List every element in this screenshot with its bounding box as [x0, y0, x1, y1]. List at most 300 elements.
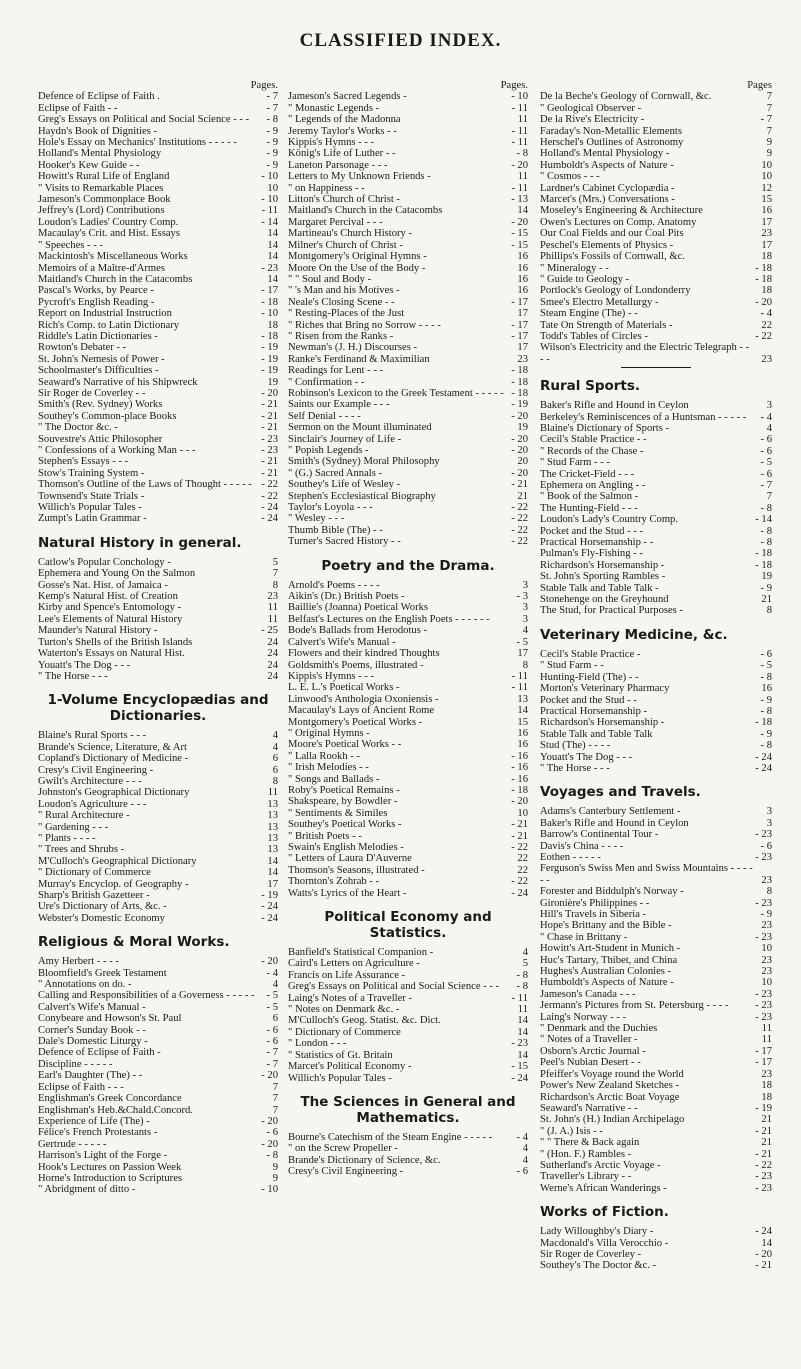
entry-page: - 15: [511, 228, 528, 240]
entry-title: " Confessions of a Working Man - - -: [38, 445, 196, 456]
entry-page: - 7: [266, 102, 278, 114]
index-entry: [288, 308, 528, 319]
index-entry: [38, 91, 278, 102]
entry-title: Ferguson's Swiss Men and Swiss Mountains - - - - - -: [540, 863, 753, 886]
entry-title: Power's New Zealand Sketches -: [540, 1080, 679, 1092]
index-entry: [540, 91, 772, 102]
index-entry: [540, 274, 772, 285]
entry-title: Conybeare and Howson's St. Paul: [38, 1013, 182, 1025]
index-entry: [288, 1155, 528, 1166]
index-entry: [540, 1160, 772, 1171]
entry-page: 17: [761, 239, 772, 251]
entry-page: 16: [517, 273, 528, 285]
index-list: [288, 580, 528, 899]
entry-title: Eclipse of Faith - -: [38, 102, 118, 114]
entry-page: 16: [761, 683, 772, 695]
entry-page: - 11: [511, 182, 528, 194]
entry-title: Robinson's Lexicon to the Greek Testament - - - - -: [288, 387, 504, 399]
index-entry: [288, 785, 528, 796]
index-entry: [38, 377, 278, 388]
entry-title: " (Hon. F.) Rambles -: [540, 1148, 632, 1160]
index-entry: [288, 263, 528, 274]
entry-page: - 22: [511, 536, 528, 548]
index-entry: [540, 683, 772, 694]
entry-title: Loudon's Lady's Country Comp.: [540, 514, 679, 526]
entry-title: Lady Willoughby's Diary -: [540, 1226, 654, 1238]
entry-title: Loudon's Agriculture - - -: [38, 798, 147, 810]
entry-page: 9: [272, 1172, 278, 1184]
entry-page: - 23: [755, 931, 772, 943]
index-entry: [288, 819, 528, 830]
index-entry: [540, 1080, 772, 1091]
entry-page: 13: [267, 832, 278, 844]
entry-title: " Songs and Ballads -: [288, 773, 380, 785]
entry-page: 4: [522, 1154, 528, 1166]
entry-title: Steam Engine (The) - -: [540, 308, 638, 320]
entry-title: Flowers and their kindred Thoughts: [288, 648, 440, 660]
entry-title: " Notes of a Traveller -: [540, 1034, 638, 1046]
entry-page: - 24: [755, 751, 772, 763]
entry-title: Southey's Common-place Books: [38, 410, 177, 422]
entry-page: 14: [517, 1015, 528, 1027]
index-entry: [38, 297, 278, 308]
entry-page: - 7: [266, 1047, 278, 1059]
index-entry: [540, 446, 772, 457]
entry-page: - 11: [511, 992, 528, 1004]
entry-page: 14: [517, 705, 528, 717]
entry-page: - 22: [511, 524, 528, 536]
entry-page: 8: [766, 605, 772, 617]
entry-page: - 8: [760, 525, 772, 537]
index-entry: [288, 831, 528, 842]
index-list: [540, 91, 772, 365]
index-entry: [38, 879, 278, 890]
entry-title: Shakspeare, by Bowdler -: [288, 796, 398, 808]
index-entry: [540, 943, 772, 954]
entry-page: - 23: [261, 445, 278, 456]
entry-title: Herschel's Outlines of Astronomy: [540, 137, 684, 149]
entry-title: St. John's Sporting Rambles -: [540, 571, 666, 583]
index-entry: [38, 990, 278, 1001]
entry-title: Smith's (Sydney) Moral Philosophy: [288, 456, 440, 468]
entry-page: 17: [761, 216, 772, 228]
entry-title: Hill's Travels in Siberia -: [540, 909, 647, 920]
index-entry: [540, 955, 772, 966]
entry-page: - 21: [755, 1148, 772, 1160]
entry-page: - 20: [511, 467, 528, 479]
index-entry: [288, 434, 528, 445]
entry-title: Murray's Encyclop. of Geography -: [38, 878, 189, 890]
entry-page: 16: [517, 727, 528, 739]
entry-page: 4: [272, 730, 278, 742]
index-entry: [540, 1249, 772, 1260]
index-entry: [38, 194, 278, 205]
entry-page: - 11: [511, 102, 528, 114]
index-entry: [540, 491, 772, 502]
entry-page: - 16: [511, 750, 528, 762]
entry-title: Pocket and the Stud - -: [540, 694, 637, 706]
entry-page: - 5: [516, 636, 528, 648]
entry-page: 3: [766, 400, 772, 412]
entry-page: 21: [761, 1137, 772, 1149]
entry-title: Baker's Rifle and Hound in Ceylon: [540, 817, 689, 829]
index-entry: [288, 705, 528, 716]
index-entry: [38, 1059, 278, 1070]
entry-page: 24: [267, 636, 278, 648]
entry-page: - 10: [261, 1184, 278, 1196]
index-entry: [38, 979, 278, 990]
index-entry: [540, 695, 772, 706]
entry-page: - 18: [755, 548, 772, 560]
index-entry: [540, 920, 772, 931]
index-entry: [540, 263, 772, 274]
entry-page: - 8: [760, 705, 772, 717]
index-entry: [288, 240, 528, 251]
entry-title: Webster's Domestic Economy: [38, 912, 165, 924]
entry-page: 14: [761, 1237, 772, 1249]
entry-title: Richardson's Horsemanship -: [540, 717, 665, 729]
entry-title: Watts's Lyrics of the Heart -: [288, 887, 407, 899]
entry-title: De la Rive's Electricity -: [540, 114, 645, 126]
entry-title: Englishman's Greek Concordance: [38, 1093, 182, 1105]
index-entry: [540, 1260, 772, 1271]
entry-title: Linwood's Anthologia Oxoniensis -: [288, 693, 439, 705]
index-entry: [38, 171, 278, 182]
index-entry: [38, 1139, 278, 1150]
entry-page: 3: [522, 579, 528, 591]
entry-page: 17: [517, 648, 528, 660]
index-entry: [288, 297, 528, 308]
entry-page: 18: [761, 1091, 772, 1103]
index-entry: [288, 1132, 528, 1143]
entry-page: - 19: [261, 353, 278, 365]
entry-title: Neale's Closing Scene - -: [288, 296, 395, 308]
index-entry: [38, 103, 278, 114]
entry-page: 23: [517, 353, 528, 365]
entry-page: 14: [267, 228, 278, 240]
index-entry: [288, 399, 528, 410]
index-entry: [38, 580, 278, 591]
index-entry: [288, 751, 528, 762]
index-entry: [38, 1002, 278, 1013]
entry-title: Holland's Mental Physiology -: [540, 148, 670, 160]
index-entry: [288, 103, 528, 114]
entry-title: Zumpt's Latin Grammar -: [38, 513, 147, 525]
index-list: [38, 91, 278, 524]
divider: [621, 367, 691, 368]
entry-page: - 16: [511, 762, 528, 774]
index-entry: [38, 968, 278, 979]
entry-title: L. E. L.'s Poetical Works -: [288, 682, 400, 694]
entry-title: Baillie's (Joanna) Poetical Works: [288, 602, 429, 614]
index-entry: [540, 1034, 772, 1045]
entry-title: " Dictionary of Commerce: [38, 867, 151, 879]
entry-title: Swain's English Melodies -: [288, 842, 404, 853]
index-entry: [288, 580, 528, 591]
entry-title: Calvert's Wife's Manual -: [288, 636, 396, 648]
index-entry: [38, 742, 278, 753]
entry-title: " (J. A.) Isis - -: [540, 1125, 603, 1137]
entry-page: 23: [761, 228, 772, 240]
index-list: [540, 1226, 772, 1272]
index-entry: [38, 660, 278, 671]
entry-page: 21: [761, 594, 772, 606]
entry-title: Peel's Nubian Desert - -: [540, 1057, 641, 1069]
entry-title: Sinclair's Journey of Life -: [288, 433, 402, 445]
entry-title: " Statistics of Gt. Britain: [288, 1049, 393, 1061]
entry-title: Lardner's Cabinet Cyclopædia -: [540, 182, 675, 194]
index-entry: [540, 503, 772, 514]
index-entry: [288, 762, 528, 773]
entry-page: 8: [766, 886, 772, 898]
entry-title: " on the Screw Propeller -: [288, 1143, 398, 1155]
index-entry: [288, 456, 528, 467]
index-entry: [288, 194, 528, 205]
entry-page: - 5: [760, 457, 772, 469]
entry-page: - 21: [261, 422, 278, 434]
entry-title: Schoolmaster's Difficulties -: [38, 365, 159, 377]
entry-page: 20: [517, 456, 528, 468]
index-entry: [288, 888, 528, 899]
entry-page: - 23: [755, 1000, 772, 1012]
index-entry: [38, 1150, 278, 1161]
entry-title: Humboldt's Aspects of Nature -: [540, 159, 674, 171]
index-entry: [38, 799, 278, 810]
entry-page: 14: [517, 1049, 528, 1061]
entry-title: Huc's Tartary, Thibet, and China: [540, 954, 678, 966]
entry-page: - 6: [760, 434, 772, 446]
entry-title: Sharp's British Gazetteer -: [38, 890, 150, 901]
index-entry: [288, 274, 528, 285]
entry-page: - 6: [760, 468, 772, 480]
entry-page: 18: [761, 285, 772, 297]
entry-title: Youatt's The Dog - - -: [38, 659, 131, 671]
entry-title: Traveller's Library - -: [540, 1171, 632, 1183]
entry-page: - 8: [266, 114, 278, 126]
entry-title: Baker's Rifle and Hound in Ceylon: [540, 400, 689, 412]
index-entry: [288, 228, 528, 239]
entry-title: Pulman's Fly-Fishing - -: [540, 548, 643, 560]
entry-page: - 23: [755, 897, 772, 909]
entry-page: - 18: [511, 376, 528, 388]
entry-page: - 15: [511, 239, 528, 251]
index-entry: [288, 354, 528, 365]
index-entry: [288, 717, 528, 728]
entry-title: Smee's Electro Metallurgy -: [540, 296, 659, 308]
index-entry: [288, 682, 528, 693]
entry-page: - 18: [261, 330, 278, 342]
index-entry: [38, 228, 278, 239]
entry-title: Turner's Sacred History - -: [288, 536, 401, 548]
entry-title: Sir Roger de Coverley - -: [38, 387, 146, 399]
entry-page: 23: [761, 1068, 772, 1080]
entry-page: 23: [761, 954, 772, 966]
entry-title: " Legends of the Madonna: [288, 114, 401, 126]
entry-title: " on Happiness - -: [288, 182, 365, 194]
entry-page: - 24: [755, 1226, 772, 1238]
entry-page: - 8: [516, 969, 528, 981]
entry-title: Ure's Dictionary of Arts, &c. -: [38, 901, 167, 913]
entry-title: Thomson's Outline of the Laws of Thought - - - - -: [38, 479, 252, 491]
entry-page: - 10: [261, 308, 278, 320]
entry-page: 7: [272, 568, 278, 580]
index-entry: [288, 774, 528, 785]
index-entry: [38, 625, 278, 636]
entry-title: Jeremy Taylor's Works - -: [288, 125, 397, 137]
entry-title: Readings for Lent - - -: [288, 365, 384, 377]
index-entry: [288, 205, 528, 216]
entry-page: - 22: [511, 876, 528, 888]
entry-title: Gironière's Philippines - -: [540, 897, 650, 909]
entry-page: - 22: [261, 490, 278, 502]
entry-page: 14: [267, 251, 278, 263]
entry-page: - 17: [511, 330, 528, 342]
entry-page: 13: [267, 821, 278, 833]
entry-page: 23: [761, 353, 772, 365]
entry-title: Laneton Parsonage - - -: [288, 159, 388, 171]
index-entry: [38, 648, 278, 659]
entry-title: Self Denial - - - -: [288, 410, 361, 422]
index-entry: [38, 114, 278, 125]
index-entry: [540, 1057, 772, 1068]
section-heading: Works of Fiction.: [540, 1204, 669, 1221]
index-entry: [288, 342, 528, 353]
index-entry: [288, 625, 528, 636]
entry-title: Saints our Example - - -: [288, 399, 390, 411]
entry-page: - 9: [266, 148, 278, 160]
entry-title: Banfield's Statistical Companion -: [288, 947, 434, 959]
index-entry: [38, 1173, 278, 1184]
index-entry: [38, 913, 278, 924]
entry-page: 7: [766, 491, 772, 503]
index-entry: [540, 412, 772, 423]
section-heading: Veterinary Medicine, &c.: [540, 626, 728, 643]
entry-title: Englishman's Heb.&Chald.Concord.: [38, 1104, 193, 1116]
index-entry: [540, 1126, 772, 1137]
entry-title: Waterton's Essays on Natural Hist.: [38, 648, 185, 660]
entry-page: - 10: [261, 171, 278, 183]
index-entry: [38, 671, 278, 682]
entry-title: " The Doctor &c. -: [38, 422, 118, 434]
index-entry: [288, 865, 528, 876]
entry-title: " Records of the Chase -: [540, 445, 644, 457]
entry-page: - 21: [755, 1125, 772, 1137]
index-entry: [38, 422, 278, 433]
index-entry: [38, 274, 278, 285]
entry-title: St. John's (H.) Indian Archipelago: [540, 1114, 685, 1126]
entry-title: " Speeches - - -: [38, 239, 103, 251]
index-entry: [38, 1162, 278, 1173]
entry-title: Martineau's Church History -: [288, 228, 413, 240]
entry-title: Margaret Percival - - -: [288, 216, 383, 228]
entry-title: Catlow's Popular Conchology -: [38, 556, 171, 568]
entry-title: Humboldt's Aspects of Nature -: [540, 977, 674, 989]
index-entry: [540, 1114, 772, 1125]
entry-page: 17: [517, 308, 528, 320]
entry-title: Thumb Bible (The) - -: [288, 524, 383, 536]
entry-page: - 20: [511, 796, 528, 808]
entry-title: Johnston's Geographical Dictionary: [38, 787, 190, 799]
entry-page: - 17: [755, 1045, 772, 1057]
entry-page: - 6: [760, 840, 772, 852]
entry-title: Adams's Canterbury Settlement -: [540, 806, 681, 818]
index-entry: [38, 901, 278, 912]
entry-title: Hope's Brittany and the Bible -: [540, 920, 672, 932]
index-entry: [540, 342, 772, 365]
entry-page: 12: [761, 182, 772, 194]
entry-page: - 23: [755, 1182, 772, 1194]
entry-title: Jeffrey's (Lord) Contributions: [38, 205, 165, 217]
pages-label: Pages.: [500, 80, 528, 91]
index-entry: [540, 660, 772, 671]
index-list: [540, 649, 772, 774]
entry-page: - 17: [755, 1057, 772, 1069]
entry-page: 16: [517, 262, 528, 274]
index-entry: [288, 422, 528, 433]
index-entry: [38, 753, 278, 764]
index-entry: [540, 560, 772, 571]
entry-page: - 20: [755, 1248, 772, 1260]
entry-title: " Resting-Places of the Just: [288, 308, 405, 320]
index-entry: [540, 649, 772, 660]
entry-page: - 7: [760, 480, 772, 491]
index-entry: [288, 411, 528, 422]
entry-page: - 24: [261, 912, 278, 924]
entry-page: - 5: [760, 660, 772, 672]
entry-title: " (G.) Sacred Annals -: [288, 467, 383, 479]
entry-page: 6: [272, 1013, 278, 1025]
entry-title: Werne's African Wanderings -: [540, 1182, 667, 1194]
entry-title: König's Life of Luther - -: [288, 148, 396, 160]
entry-title: Peschel's Elements of Physics -: [540, 239, 674, 251]
entry-page: - 19: [261, 365, 278, 377]
entry-page: 10: [761, 943, 772, 955]
entry-title: Practical Horsemanship -: [540, 705, 648, 717]
entry-title: Cecil's Stable Practice - -: [540, 434, 647, 446]
index-entry: [540, 818, 772, 829]
entry-title: Barrow's Continental Tour -: [540, 829, 659, 841]
index-entry: [540, 148, 772, 159]
index-entry: [288, 853, 528, 864]
entry-title: " Riches that Bring no Sorrow - - - -: [288, 319, 441, 331]
index-entry: [540, 469, 772, 480]
entry-title: The Hunting-Field - - -: [540, 502, 638, 514]
entry-page: 11: [267, 602, 278, 614]
entry-title: Mackintosh's Miscellaneous Works: [38, 251, 188, 263]
index-entry: [540, 297, 772, 308]
entry-page: 13: [267, 810, 278, 822]
entry-page: 18: [761, 1080, 772, 1092]
entry-title: Smith's (Rev. Sydney) Works: [38, 399, 163, 411]
entry-title: Taylor's Loyola - - -: [288, 502, 373, 514]
entry-title: Report on Industrial Instruction: [38, 308, 172, 320]
index-entry: [38, 856, 278, 867]
index-entry: [288, 981, 528, 992]
entry-title: Sutherland's Arctic Voyage -: [540, 1159, 661, 1171]
section-heading: 1-Volume Encyclopædias and Dictionaries.: [47, 692, 269, 725]
index-entry: [288, 536, 528, 547]
entry-page: 11: [761, 1023, 772, 1035]
entry-page: 7: [272, 1081, 278, 1093]
index-entry: [38, 388, 278, 399]
index-entry: [540, 126, 772, 137]
entry-page: - 9: [266, 137, 278, 149]
entry-page: 23: [761, 966, 772, 978]
entry-title: Newman's (J. H.) Discourses -: [288, 342, 418, 354]
index-entry: [540, 514, 772, 525]
index-entry: [540, 966, 772, 977]
entry-title: Tate On Strength of Materials -: [540, 319, 673, 331]
